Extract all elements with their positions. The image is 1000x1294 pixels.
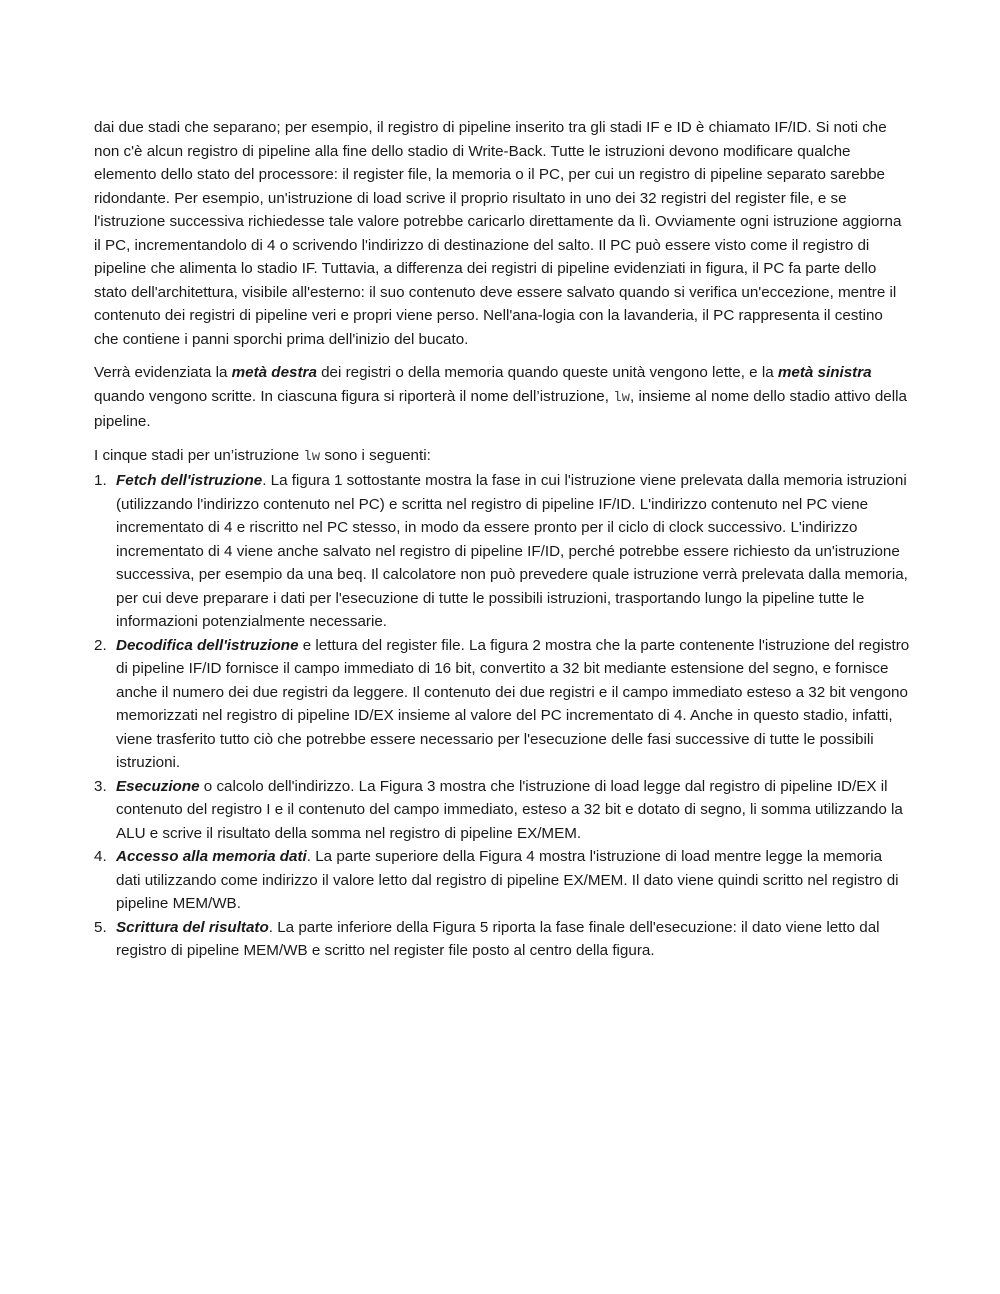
list-item-stage-1: [94, 469, 910, 634]
stages-intro: [94, 444, 910, 470]
document-page: [94, 116, 910, 963]
list-number: 1.: [94, 472, 107, 489]
instruction-code-lw: lw: [613, 389, 630, 406]
highlight-text-2: dei registri o della memoria quando queste unità vengono lette, e la: [316, 364, 778, 381]
stage-title: Esecuzione: [116, 777, 200, 795]
highlight-text-3: quando vengono scritte. In ciascuna figura si riporterà il nome dell’istruzione,: [94, 387, 614, 405]
highlight-text-1: Verrà evidenziata la: [94, 364, 232, 381]
highlight-paragraph: [94, 361, 910, 434]
list-number: 5.: [94, 918, 107, 936]
list-item-stage-5: [94, 916, 910, 963]
list-number: 4.: [94, 848, 107, 865]
stage-title: Decodifica dell'istruzione: [116, 636, 299, 654]
stages-list: [94, 469, 910, 963]
stage-text: o calcolo dell'indirizzo. La Figura 3 mostra che l'istruzione di load legge dal registro di pipeline ID/EX il contenuto del registro I e il contenuto del campo immediato, esteso a 32 bit e dotato di segno, li somma utilizzando la ALU e scrive il risultato della somma nel registro di pipeline EX/MEM.: [116, 777, 903, 842]
stage-text: . La parte superiore della Figura 4 mostra l'istruzione di load mentre legge la memoria dati utilizzando come indirizzo il valore letto dal registro di pipeline EX/MEM. Il dato viene quindi scritto nel registro di pipeline MEM/WB.: [116, 848, 899, 912]
highlight-bold-left-half: metà sinistra: [777, 364, 872, 381]
stages-intro-code: lw: [303, 448, 321, 465]
stage-text: . La parte inferiore della Figura 5 riporta la fase finale dell'esecuzione: il dato viene letto dal registro di pipeline MEM/WB e scritto nel register file posto al centro della figura.: [116, 918, 880, 959]
list-number: 3.: [94, 777, 107, 795]
highlight-bold-right-half: metà destra: [231, 364, 317, 381]
intro-paragraph: dai due stadi che separano; per esempio, il registro di pipeline inserito tra gli stadi IF e ID è chiamato IF/ID. Si noti che non c'è alcun registro di pipeline alla fine dello stadio di Write-Back. Tutte le istruzioni devono modificare qualche elemento dello stato del processore: il register file, la memoria o il PC, per cui un registro di pipeline separato sarebbe ridondante. Per esempio, un'istruzione di load scrive il proprio risultato in uno dei 32 registri del register file, e se l'istruzione successiva richiedesse tale valore potrebbe caricarlo direttamente da lì. Ovviamente ogni istruzione aggiorna il PC, incrementandolo di 4 o scrivendo l'indirizzo di destinazione del salto. Il PC può essere visto come il registro di pipeline che alimenta lo stadio IF. Tuttavia, a differenza dei registri di pipeline evidenziati in figura, il PC fa parte dello stato dell'architettura, visibile all'esterno: il suo contenuto deve essere salvato quando si verifica un'eccezione, mentre il contenuto dei registri di pipeline veri e propri viene perso. Nell'ana-logia con la lavanderia, il PC rappresenta il cestino che contiene i panni sporchi prima dell'inizio del bucato.: [94, 119, 902, 348]
list-item-stage-4: [94, 845, 910, 916]
list-item-stage-3: [94, 775, 910, 846]
stage-title: Fetch dell'istruzione: [116, 472, 263, 489]
list-item-stage-2: [94, 634, 910, 775]
stage-text: . La figura 1 sottostante mostra la fase in cui l'istruzione viene prelevata dalla memoria istruzioni (utilizzando l'indirizzo contenuto nel PC) e scritta nel registro di pipeline IF/ID. L'indirizzo contenuto nel PC viene incrementato di 4 e riscritto nel PC stesso, in modo da essere pronto per il ciclo di clock successivo. L'indirizzo incrementato di 4 viene anche salvato nel registro di pipeline IF/ID, perché potrebbe essere richiesto da un'istruzione successiva, per esempio da una beq. Il calcolatore non può prevedere quale istruzione verrà prelevata dalla memoria, per cui deve preparare i dati per l'esecuzione di tutte le possibili istruzioni, trasportando lungo la pipeline tutte le informazioni potenzialmente necessarie.: [116, 472, 908, 630]
stages-intro-text-2: sono i seguenti:: [320, 446, 431, 464]
stage-title: Scrittura del risultato: [116, 918, 269, 936]
stage-title: Accesso alla memoria dati: [116, 848, 307, 865]
stage-text: e lettura del register file. La figura 2 mostra che la parte contenente l'istruzione del registro di pipeline IF/ID fornisce il campo immediato di 16 bit, convertito a 32 bit mediante estensione del segno, e fornisce anche il numero dei due registri da leggere. Il contenuto dei due registri e il campo immediato esteso a 32 bit vengono memorizzati nel registro di pipeline ID/EX insieme al valore del PC incrementato di 4. Anche in questo stadio, infatti, viene trasferito tutto ciò che potrebbe essere necessario per l'esecuzione delle fasi successive di tutte le possibili istruzioni.: [116, 636, 910, 771]
highlight-text-4: , insieme al nome dello stadio attivo della pipeline.: [94, 387, 907, 430]
stages-intro-text-1: I cinque stadi per un’istruzione: [94, 446, 304, 464]
list-number: 2.: [94, 636, 107, 654]
